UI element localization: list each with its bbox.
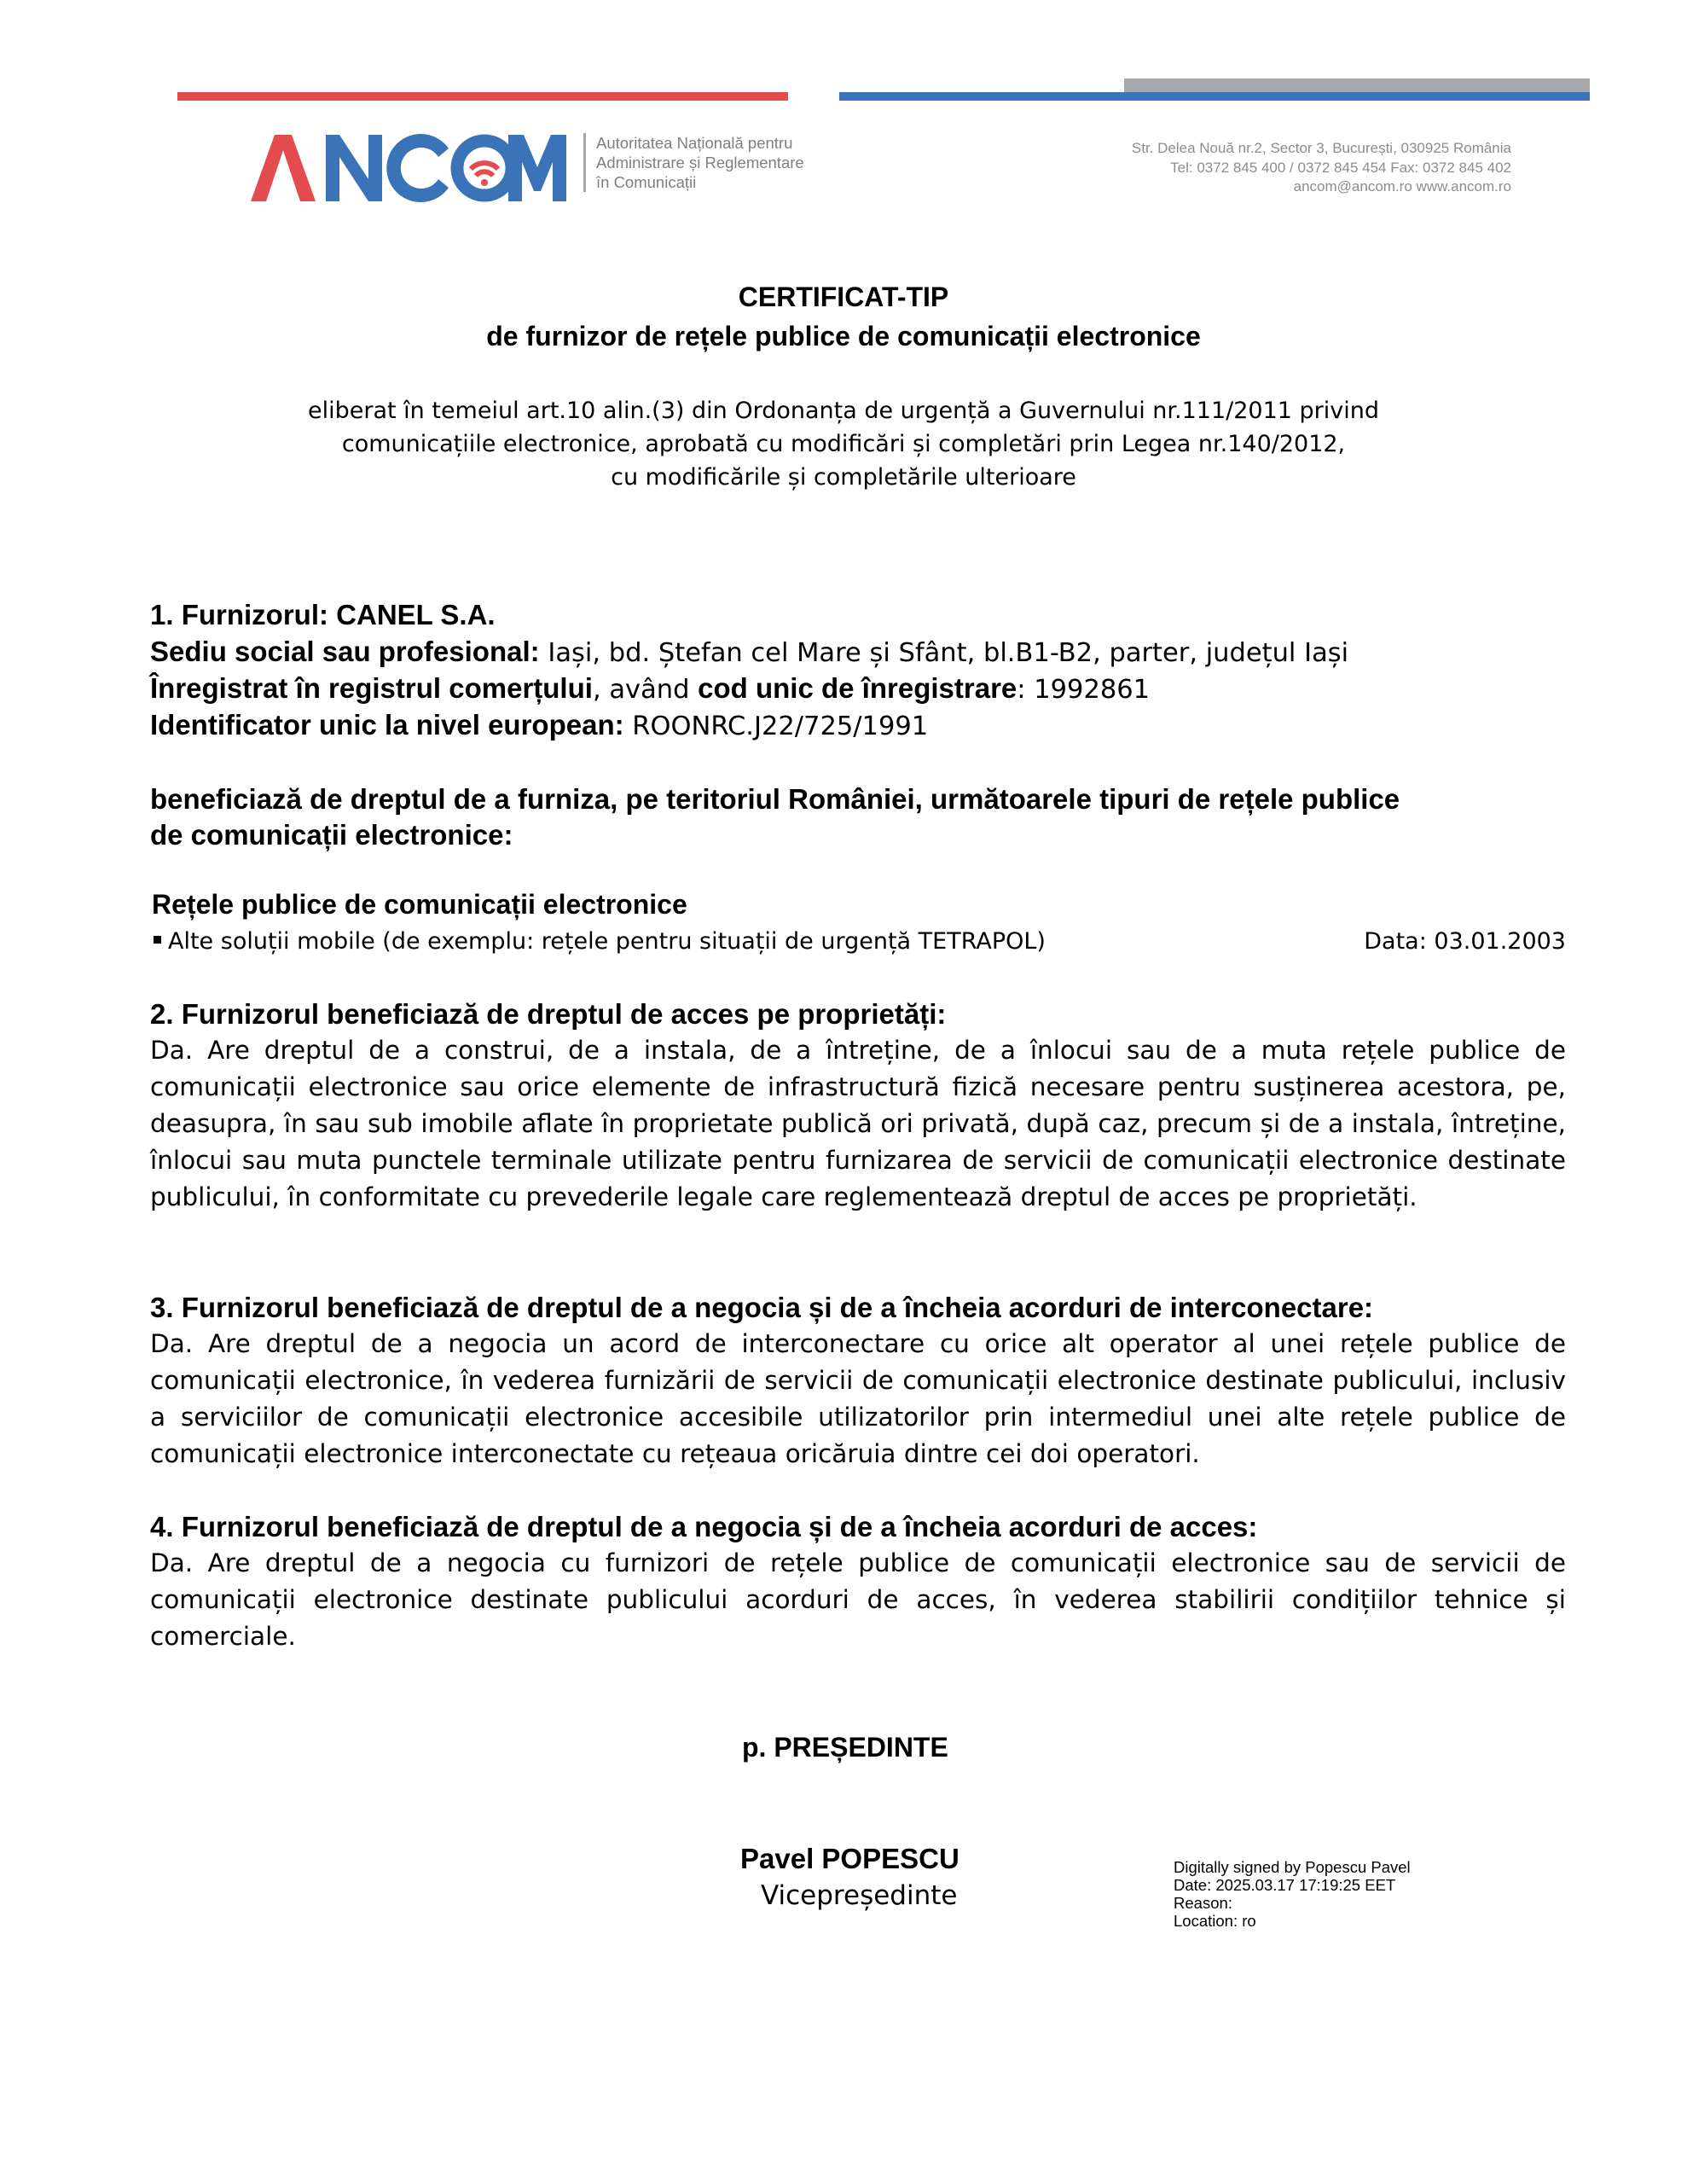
provider-seat <box>150 636 1348 668</box>
agency-line: Administrare și Reglementare <box>596 154 804 171</box>
euid-label: Identificator unic la nivel european: <box>150 709 624 741</box>
benefit-statement <box>150 781 1566 853</box>
provider-euid <box>150 709 928 741</box>
legal-basis-line: eliberat în temeiul art.10 alin.(3) din Ordonanța de urgență a Guvernului nr.111/2011 privind <box>307 398 1380 424</box>
network-item-date: Data: 03.01.2003 <box>1364 928 1566 955</box>
digital-signature <box>1174 1858 1411 1930</box>
document-subtitle: de furnizor de rețele publice de comunicații electronice <box>486 321 1201 351</box>
provider-name: 1. Furnizorul: CANEL S.A. <box>150 599 496 630</box>
benefit-line: beneficiază de dreptul de a furniza, pe teritoriul României, următoarele tipuri de rețele publice <box>150 783 1400 815</box>
section-2-text: Da. Are dreptul de a construi, de a instala, de a întreține, de a înlocui sau de a muta rețele publice de comunicații electronice sau orice elemente de infrastructură fizică necesare pentru susținerea acestora, pe, deasupra, în sau sub imobile aflate în proprietate publică ori privată, după caz, precum și de a instala, întreține, înlocui sau muta punctele terminale utilizate pentru furnizarea de servicii de comunicații electronice destinate publicului, în conformitate cu prevederile legale care reglementează dreptul de acces pe proprietăți. <box>150 1036 1566 1211</box>
ancom-logo <box>247 128 571 206</box>
section-3-text: Da. Are dreptul de a negocia un acord de interconectare cu orice alt operator al unei rețele publice de comunicații electronice, în vederea furnizării de servicii de comunicații electronice destinate publicului, inclusiv a serviciilor de comunicații electronice accesibile utilizatorilor prin intermediul unei alte rețele publice de comunicații electronice interconectate cu rețeaua oricăruia dintre cei doi operatori. <box>150 1329 1566 1468</box>
bullet-icon <box>154 936 161 944</box>
agency-name <box>583 133 826 192</box>
section-4-text: Da. Are dreptul de a negocia cu furnizori de rețele publice de comunicații electronice sau de servicii de comunicații electronice destinate publicului acorduri de acces, în vederea stabilirii condițiilor tehnice și comerciale. <box>150 1548 1566 1651</box>
benefit-line: de comunicații electronice: <box>150 819 513 851</box>
header-bar-gray <box>1124 78 1590 92</box>
signature-role: p. PREȘEDINTE <box>742 1732 948 1763</box>
reg-mid: , având <box>592 675 699 705</box>
legal-basis-line: comunicațiile electronice, aprobată cu modificări și completări prin Legea nr.140/2012, <box>341 431 1346 457</box>
signatory-title: Vicepreședinte <box>761 1880 958 1911</box>
contact-web: ancom@ancom.ro www.ancom.ro <box>1293 178 1511 195</box>
legal-basis <box>0 394 1687 494</box>
network-item <box>154 928 1566 955</box>
seat-label: Sediu social sau profesional: <box>150 636 540 667</box>
digital-signature-line: Date: 2025.03.17 17:19:25 EET <box>1174 1876 1396 1894</box>
cui-label: cod unic de înregistrare <box>698 672 1017 704</box>
digital-signature-line: Location: ro <box>1174 1912 1256 1930</box>
digital-signature-line: Digitally signed by Popescu Pavel <box>1174 1858 1411 1876</box>
contact-address: Str. Delea Nouă nr.2, Sector 3, București, 030925 România <box>1131 140 1511 156</box>
euid-value: ROONRC.J22/725/1991 <box>623 712 929 741</box>
legal-basis-line: cu modificările și completările ulterioare <box>611 464 1076 491</box>
contact-info <box>1132 139 1511 197</box>
signatory-name: Pavel POPESCU <box>740 1843 959 1874</box>
provider-registration <box>150 672 1150 705</box>
agency-line: Autoritatea Națională pentru <box>596 134 793 152</box>
cui-value: : 1992861 <box>1017 675 1151 705</box>
seat-value: Iași, bd. Ștefan cel Mare și Sfânt, bl.B1-B2, parter, județul Iași <box>539 638 1349 668</box>
digital-signature-line: Reason: <box>1174 1894 1232 1912</box>
section-4-heading: 4. Furnizorul beneficiază de dreptul de a negocia și de a încheia acorduri de acces: <box>150 1511 1258 1542</box>
agency-line: în Comunicații <box>596 173 697 191</box>
section-2-heading: 2. Furnizorul beneficiază de dreptul de acces pe proprietăți: <box>150 998 947 1030</box>
network-item-text: Alte soluții mobile (de exemplu: rețele pentru situații de urgență TETRAPOL) <box>168 928 1046 955</box>
header-bar-blue <box>839 92 1590 101</box>
networks-title: Rețele publice de comunicații electronice <box>152 889 687 920</box>
contact-phone: Tel: 0372 845 400 / 0372 845 454 Fax: 0372 845 402 <box>1170 159 1511 176</box>
document-title: CERTIFICAT-TIP <box>738 282 949 312</box>
section-3-heading: 3. Furnizorul beneficiază de dreptul de a negocia și de a încheia acorduri de interconectare: <box>150 1292 1374 1323</box>
header-bar-red <box>177 92 788 101</box>
reg-label: Înregistrat în registrul comerțului <box>150 672 593 704</box>
